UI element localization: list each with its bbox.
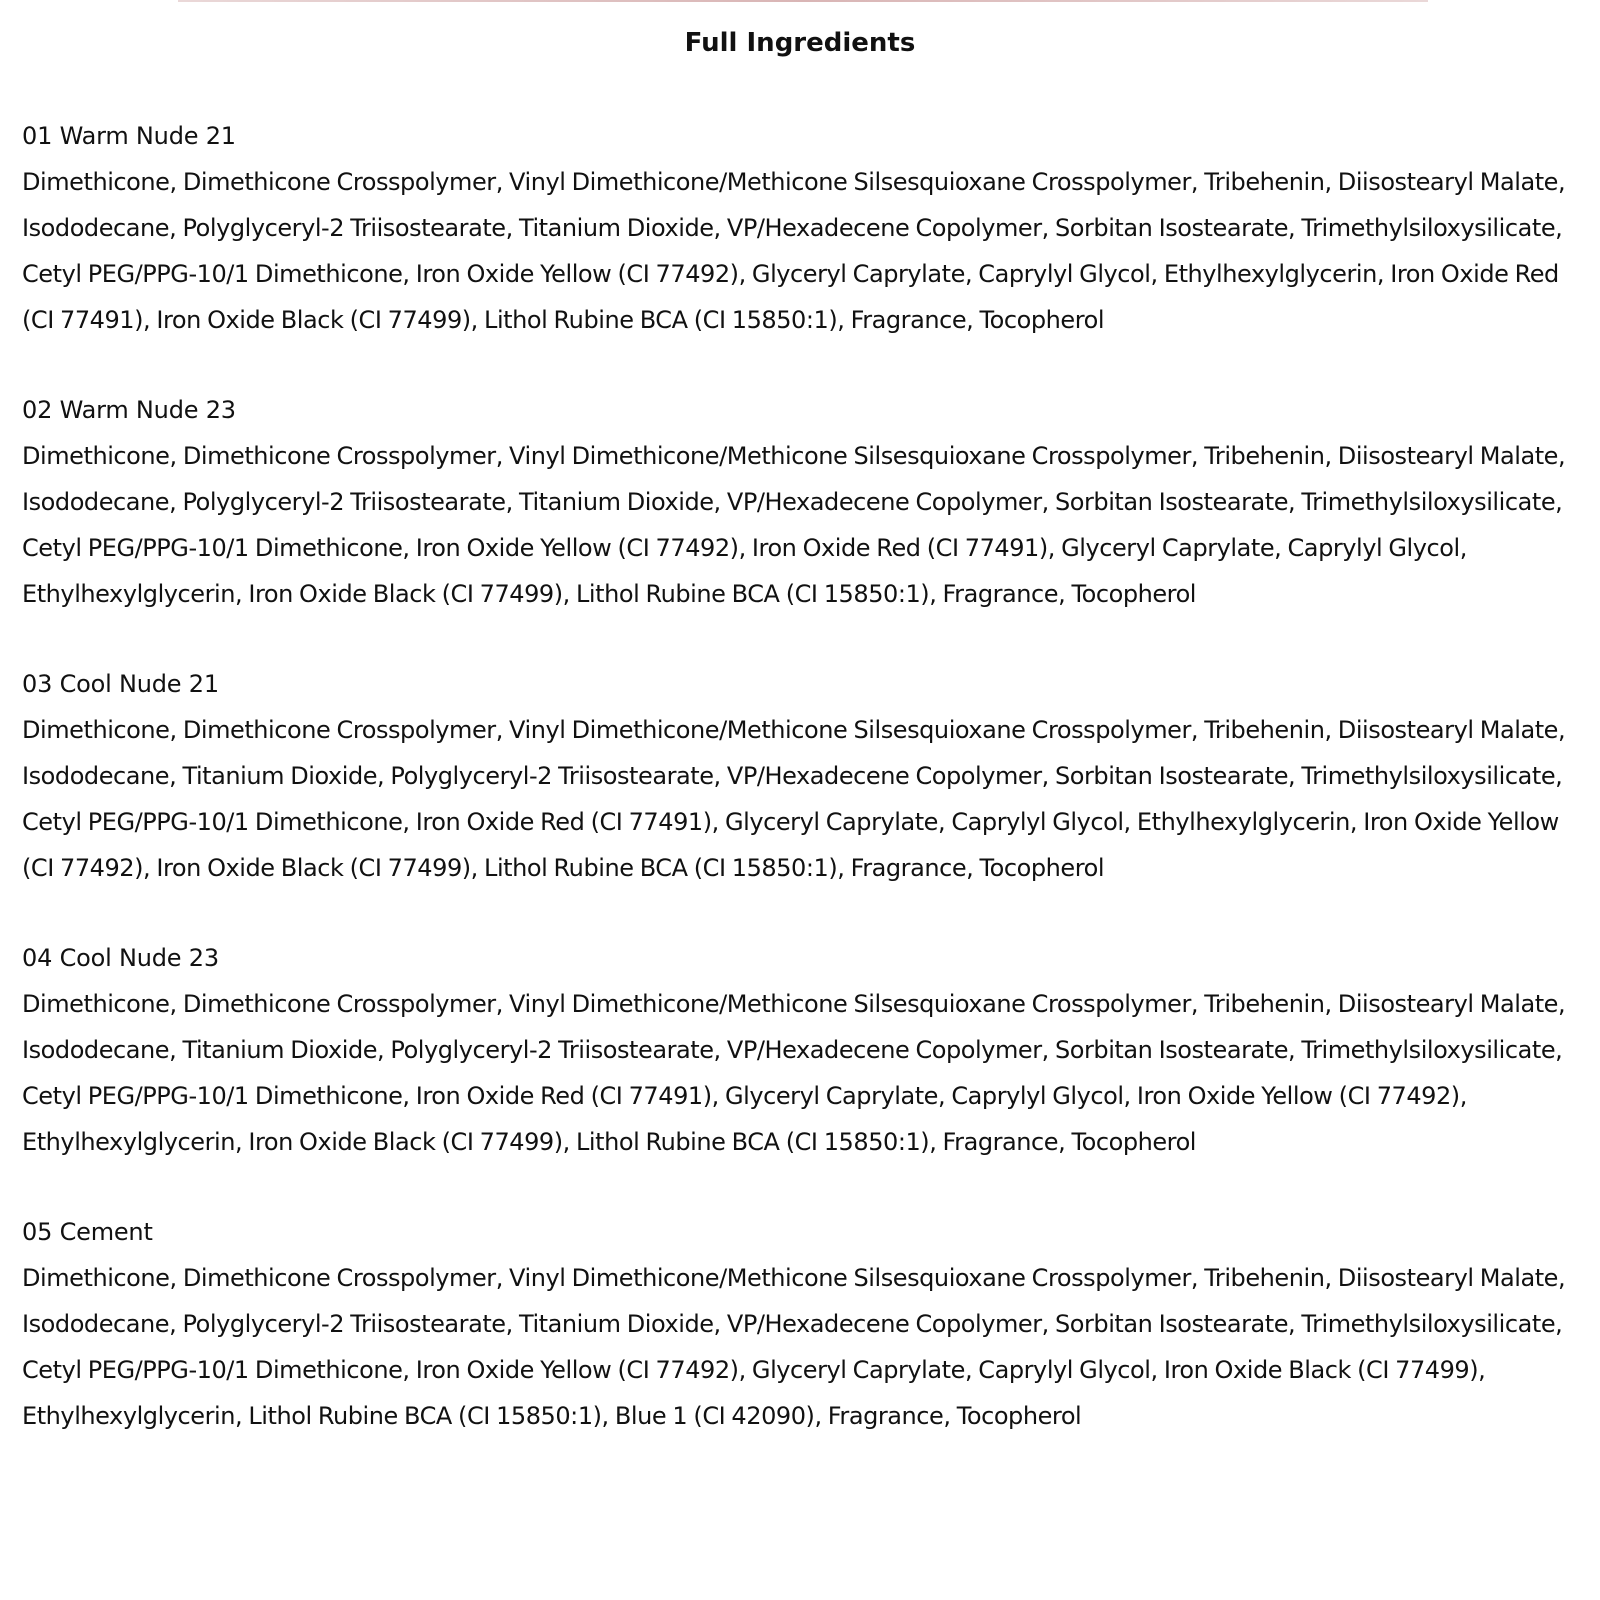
shade-section-03 bbox=[22, 661, 1572, 891]
page-title: Full Ingredients bbox=[684, 28, 916, 58]
ingredients-text: Dimethicone, Dimethicone Crosspolymer, Vinyl Dimethicone/Methicone Silsesquioxane Crosspolymer, Tribehenin, Diisostearyl Malate, Isododecane, Titanium Dioxide, Polyglyceryl-2 Triisostearate, VP/Hexadecene Copolymer, Sorbitan Isostearate, Trimethylsiloxysilicate, Cetyl PEG/PPG-10/1 Dimethicone, Iron Oxide Red (CI 77491), Glyceryl Caprylate, Caprylyl Glycol, Ethylhexylglycerin, Iron Oxide Yellow (CI 77492), Iron Oxide Black (CI 77499), Lithol Rubine BCA (CI 15850:1), Fragrance, Tocopherol bbox=[22, 716, 1566, 882]
shade-section-01 bbox=[22, 113, 1572, 343]
ingredients-list bbox=[22, 113, 1572, 1483]
top-divider bbox=[178, 0, 1428, 2]
ingredients-text: Dimethicone, Dimethicone Crosspolymer, Vinyl Dimethicone/Methicone Silsesquioxane Crosspolymer, Tribehenin, Diisostearyl Malate, Isododecane, Polyglyceryl-2 Triisostearate, Titanium Dioxide, VP/Hexadecene Copolymer, Sorbitan Isostearate, Trimethylsiloxysilicate, Cetyl PEG/PPG-10/1 Dimethicone, Iron Oxide Yellow (CI 77492), Glyceryl Caprylate, Caprylyl Glycol, Iron Oxide Black (CI 77499), Ethylhexylglycerin, Lithol Rubine BCA (CI 15850:1), Blue 1 (CI 42090), Fragrance, Tocopherol bbox=[22, 1264, 1566, 1430]
shade-name: 05 Cement bbox=[22, 1218, 153, 1246]
ingredients-text: Dimethicone, Dimethicone Crosspolymer, Vinyl Dimethicone/Methicone Silsesquioxane Crosspolymer, Tribehenin, Diisostearyl Malate, Isododecane, Polyglyceryl-2 Triisostearate, Titanium Dioxide, VP/Hexadecene Copolymer, Sorbitan Isostearate, Trimethylsiloxysilicate, Cetyl PEG/PPG-10/1 Dimethicone, Iron Oxide Yellow (CI 77492), Iron Oxide Red (CI 77491), Glyceryl Caprylate, Caprylyl Glycol, Ethylhexylglycerin, Iron Oxide Black (CI 77499), Lithol Rubine BCA (CI 15850:1), Fragrance, Tocopherol bbox=[22, 442, 1566, 608]
shade-name: 04 Cool Nude 23 bbox=[22, 944, 219, 972]
shade-section-02 bbox=[22, 387, 1572, 617]
ingredients-text: Dimethicone, Dimethicone Crosspolymer, Vinyl Dimethicone/Methicone Silsesquioxane Crosspolymer, Tribehenin, Diisostearyl Malate, Isododecane, Titanium Dioxide, Polyglyceryl-2 Triisostearate, VP/Hexadecene Copolymer, Sorbitan Isostearate, Trimethylsiloxysilicate, Cetyl PEG/PPG-10/1 Dimethicone, Iron Oxide Red (CI 77491), Glyceryl Caprylate, Caprylyl Glycol, Iron Oxide Yellow (CI 77492), Ethylhexylglycerin, Iron Oxide Black (CI 77499), Lithol Rubine BCA (CI 15850:1), Fragrance, Tocopherol bbox=[22, 990, 1566, 1156]
shade-section-04 bbox=[22, 935, 1572, 1165]
ingredients-text: Dimethicone, Dimethicone Crosspolymer, Vinyl Dimethicone/Methicone Silsesquioxane Crosspolymer, Tribehenin, Diisostearyl Malate, Isododecane, Polyglyceryl-2 Triisostearate, Titanium Dioxide, VP/Hexadecene Copolymer, Sorbitan Isostearate, Trimethylsiloxysilicate, Cetyl PEG/PPG-10/1 Dimethicone, Iron Oxide Yellow (CI 77492), Glyceryl Caprylate, Caprylyl Glycol, Ethylhexylglycerin, Iron Oxide Red (CI 77491), Iron Oxide Black (CI 77499), Lithol Rubine BCA (CI 15850:1), Fragrance, Tocopherol bbox=[22, 168, 1566, 334]
shade-section-05 bbox=[22, 1209, 1572, 1439]
shade-name: 01 Warm Nude 21 bbox=[22, 122, 236, 150]
shade-name: 03 Cool Nude 21 bbox=[22, 670, 219, 698]
shade-name: 02 Warm Nude 23 bbox=[22, 396, 236, 424]
